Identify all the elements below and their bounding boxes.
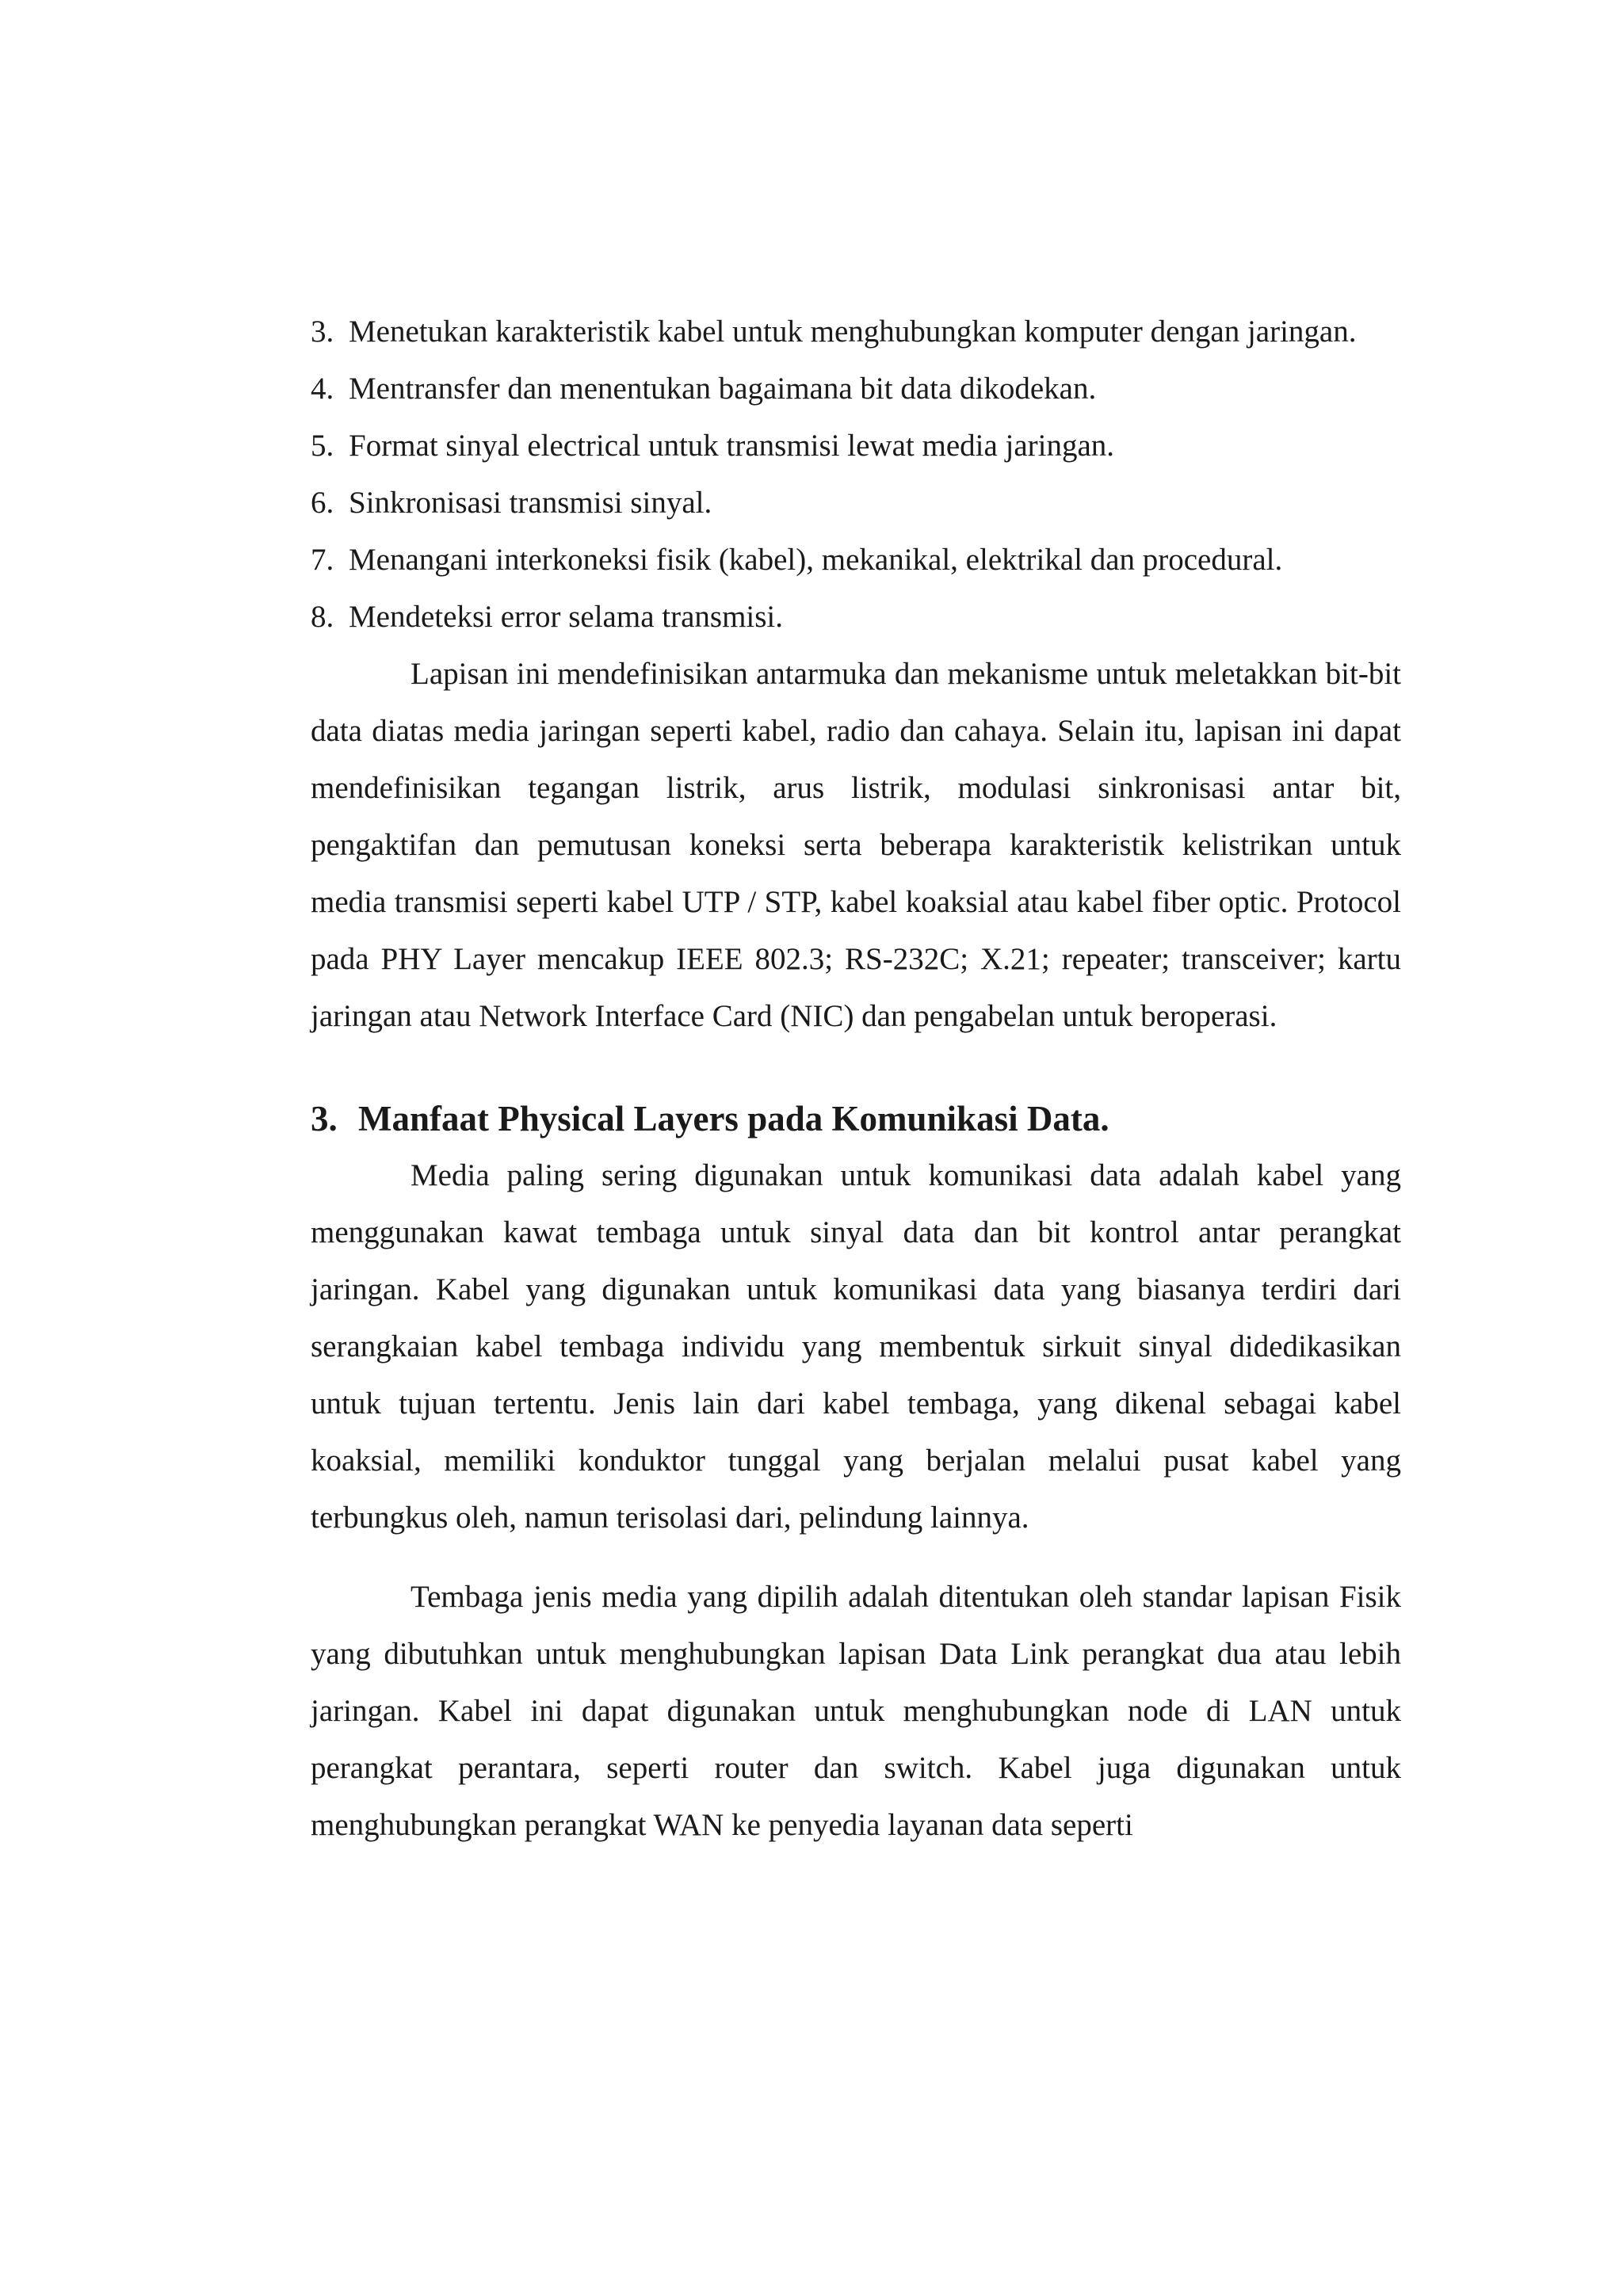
list-item <box>311 303 1401 360</box>
list-item <box>311 532 1401 589</box>
list-item-number: 7. <box>311 543 334 577</box>
list-item-text: Menetukan karakteristik kabel untuk menghubungkan komputer dengan jaringan. <box>349 315 1357 349</box>
list-item-number: 5. <box>311 429 334 463</box>
list-item <box>311 360 1401 418</box>
list-item <box>311 418 1401 475</box>
list-item <box>311 475 1401 532</box>
list-item-number: 8. <box>311 600 334 634</box>
list-item-text: Format sinyal electrical untuk transmisi lewat media jaringan. <box>349 429 1115 463</box>
section-heading <box>311 1090 1401 1147</box>
paragraph-phy-layer: Lapisan ini mendefinisikan antarmuka dan mekanisme untuk meletakkan bit-bit data diatas media jaringan seperti kabel, radio dan cahaya. Selain itu, lapisan ini dapat mendefinisikan tegangan listrik, arus listrik, modulasi sinkronisasi antar bit, pengaktifan dan pemutusan koneksi serta beberapa karakteristik kelistrikan untuk media transmisi seperti kabel UTP / STP, kabel koaksial atau kabel fiber optic. Protocol pada PHY Layer mencakup IEEE 802.3; RS-232C; X.21; repeater; transceiver; kartu jaringan atau Network Interface Card (NIC) dan pengabelan untuk beroperasi. <box>311 657 1401 1033</box>
list-item-text: Sinkronisasi transmisi sinyal. <box>349 486 712 520</box>
list-item-text: Mendeteksi error selama transmisi. <box>349 600 783 634</box>
numbered-list <box>311 303 1401 646</box>
list-item-text: Menangani interkoneksi fisik (kabel), mekanikal, elektrikal dan procedural. <box>349 543 1283 577</box>
section-heading-number: 3. <box>311 1099 338 1138</box>
list-item-number: 4. <box>311 372 334 406</box>
document-page <box>311 303 1401 1854</box>
list-item <box>311 589 1401 646</box>
paragraph-copper-media: Media paling sering digunakan untuk komunikasi data adalah kabel yang menggunakan kawat tembaga untuk sinyal data dan bit kontrol antar perangkat jaringan. Kabel yang digunakan untuk komunikasi data yang biasanya terdiri dari serangkaian kabel tembaga individu yang membentuk sirkuit sinyal didedikasikan untuk tujuan tertentu. Jenis lain dari kabel tembaga, yang dikenal sebagai kabel koaksial, memiliki konduktor tunggal yang berjalan melalui pusat kabel yang terbungkus oleh, namun terisolasi dari, pelindung lainnya. <box>311 1158 1401 1535</box>
list-item-number: 3. <box>311 315 334 349</box>
section-heading-text: Manfaat Physical Layers pada Komunikasi Data. <box>358 1099 1109 1138</box>
list-item-number: 6. <box>311 486 334 520</box>
paragraph-copper-type: Tembaga jenis media yang dipilih adalah ditentukan oleh standar lapisan Fisik yang dibutuhkan untuk menghubungkan lapisan Data Link perangkat dua atau lebih jaringan. Kabel ini dapat digunakan untuk menghubungkan node di LAN untuk perangkat perantara, seperti router dan switch. Kabel juga digunakan untuk menghubungkan perangkat WAN ke penyedia layanan data seperti <box>311 1580 1401 1842</box>
list-item-text: Mentransfer dan menentukan bagaimana bit data dikodekan. <box>349 372 1097 406</box>
